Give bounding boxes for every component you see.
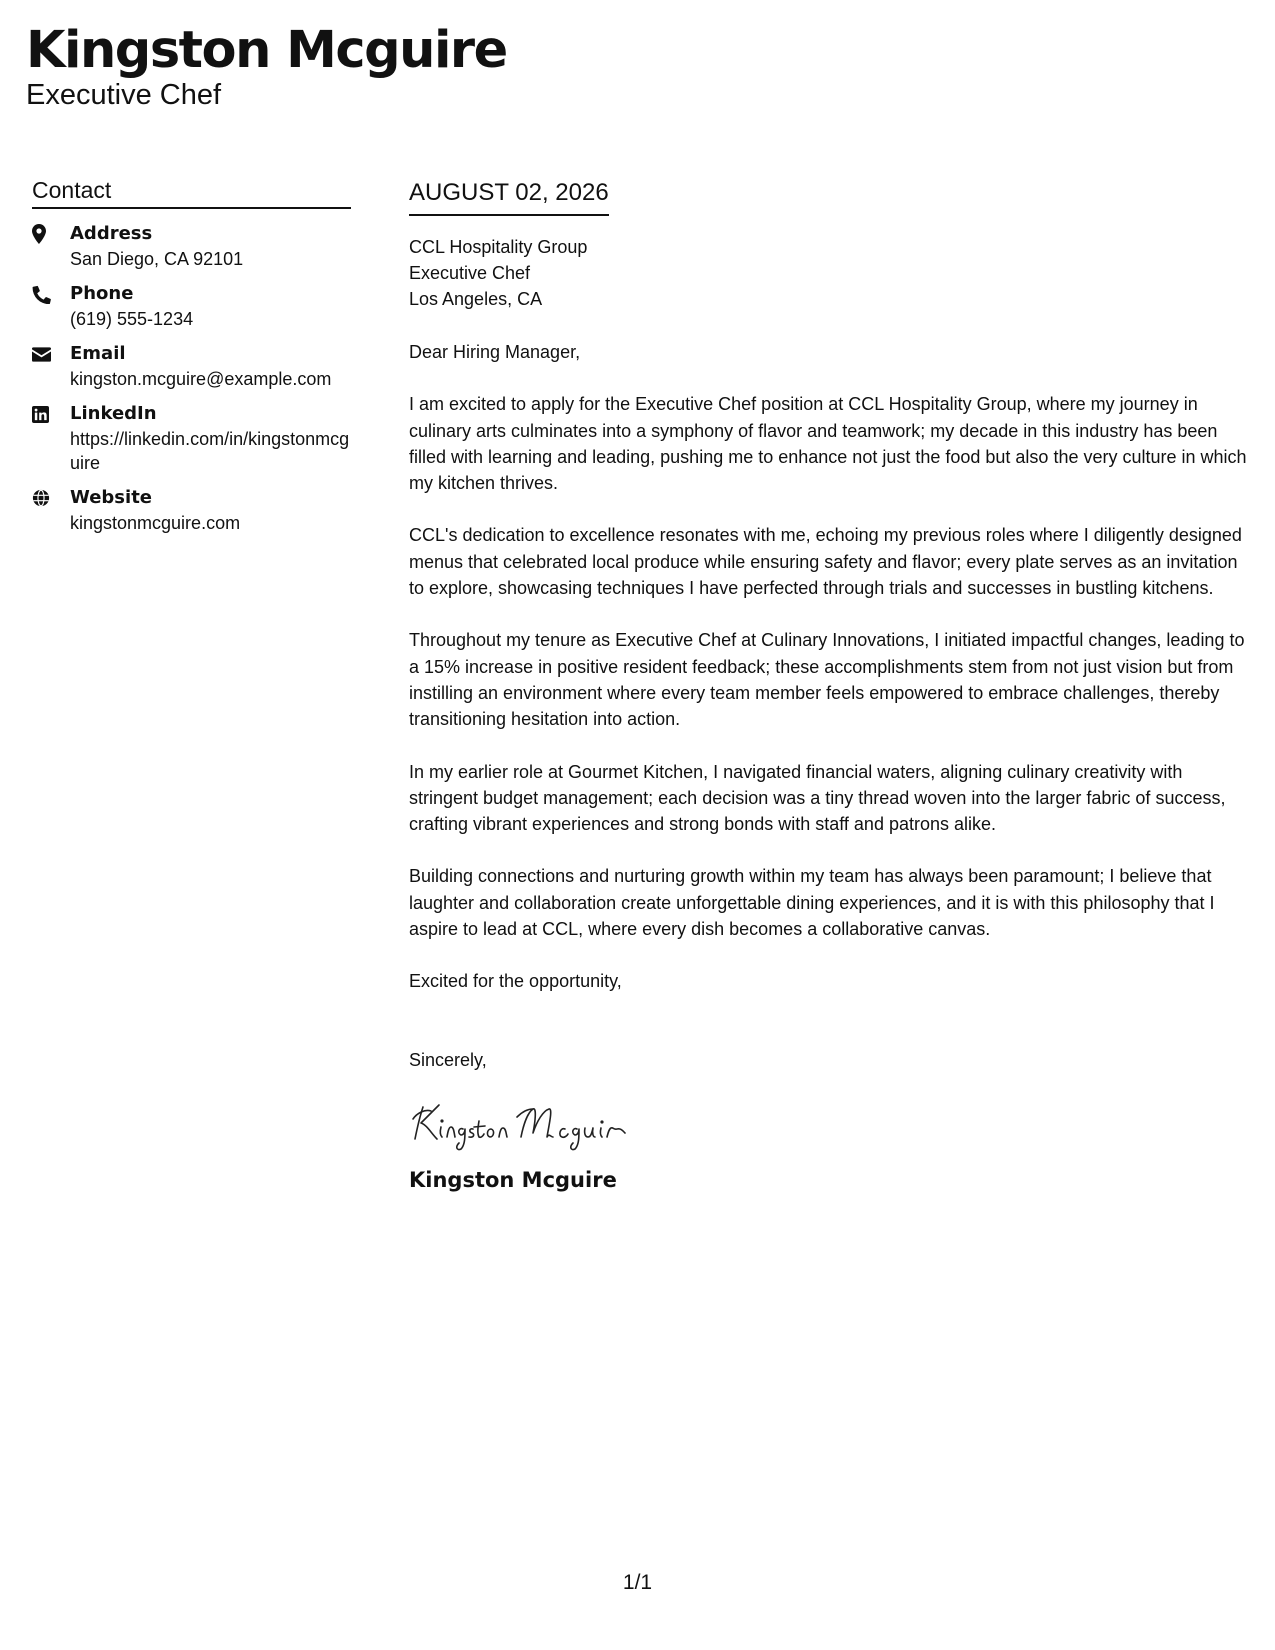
body-paragraph: Throughout my tenure as Executive Chef at Culinary Innovations, I initiated impactful changes, leading to a 15% increase in positive resident feedback; these accomplishments stem from not just vision but from instilling an environment where every team member feels empowered to embrace challenges, thereby transitioning hesitation into action. [409, 630, 1245, 730]
contact-label: LinkedIn [70, 403, 157, 424]
contact-sidebar [32, 176, 351, 545]
letter-body [409, 178, 1254, 1193]
globe-icon [32, 485, 70, 509]
closing-line: Excited for the opportunity, [409, 971, 622, 992]
sign-off: Sincerely, [409, 1049, 487, 1070]
contact-label: Website [70, 487, 153, 508]
map-pin-icon [32, 221, 70, 245]
contact-email [32, 341, 351, 391]
contact-value: https://linkedin.com/in/kingstonmcguire [70, 429, 350, 473]
phone-icon [32, 281, 70, 305]
contact-value: San Diego, CA 92101 [70, 249, 244, 269]
contact-value: (619) 555-1234 [70, 309, 194, 329]
contact-value: kingstonmcguire.com [70, 513, 241, 533]
contact-linkedin [32, 401, 351, 475]
envelope-icon [32, 341, 70, 365]
linkedin-icon [32, 401, 70, 425]
body-paragraph: In my earlier role at Gourmet Kitchen, I navigated financial waters, aligning culinary creativity with stringent budget management; each decision was a tiny thread woven into the larger fabric of success, crafting vibrant experiences and strong bonds with staff and patrons alike. [409, 761, 1226, 835]
contact-phone [32, 281, 351, 331]
contact-heading: Contact [32, 176, 351, 209]
letter-header [26, 22, 507, 112]
contact-label: Email [70, 343, 126, 364]
body-paragraph: CCL's dedication to excellence resonates with me, echoing my previous roles where I diligently designed menus that celebrated local produce while ensuring safety and flavor; every plate serves as an invitation to explore, showcasing techniques I have perfected through trials and successes in bustling kitchens. [409, 525, 1242, 599]
body-paragraph: I am excited to apply for the Executive Chef position at CCL Hospitality Group, where my journey in culinary arts culminates into a symphony of flavor and teamwork; my decade in this industry has been filled with learning and leading, pushing me to enhance not just the food but also the very culture in which my kitchen thrives. [409, 394, 1247, 494]
greeting: Dear Hiring Manager, [409, 342, 581, 362]
letter-date: AUGUST 02, 2026 [409, 178, 609, 216]
applicant-name: Kingston Mcguire [26, 21, 507, 80]
contact-address [32, 221, 351, 271]
contact-value: kingston.mcguire@example.com [70, 369, 332, 389]
recipient-company: CCL Hospitality Group [409, 237, 588, 257]
recipient-block [409, 234, 1254, 312]
recipient-location: Los Angeles, CA [409, 289, 543, 309]
recipient-position: Executive Chef [409, 263, 531, 283]
page-number: 1/1 [622, 1571, 653, 1594]
signer-name: Kingston Mcguire [409, 1167, 617, 1192]
contact-label: Address [70, 223, 153, 244]
applicant-role: Executive Chef [26, 79, 222, 111]
contact-website [32, 485, 351, 535]
contact-label: Phone [70, 283, 134, 304]
body-paragraph: Building connections and nurturing growth within my team has always been paramount; I believe that laughter and collaboration create unforgettable dining experiences, and it is with this philosophy that I aspire to lead at CCL, where every dish becomes a collaborative canvas. [409, 866, 1215, 940]
handwritten-signature [409, 1093, 1254, 1153]
